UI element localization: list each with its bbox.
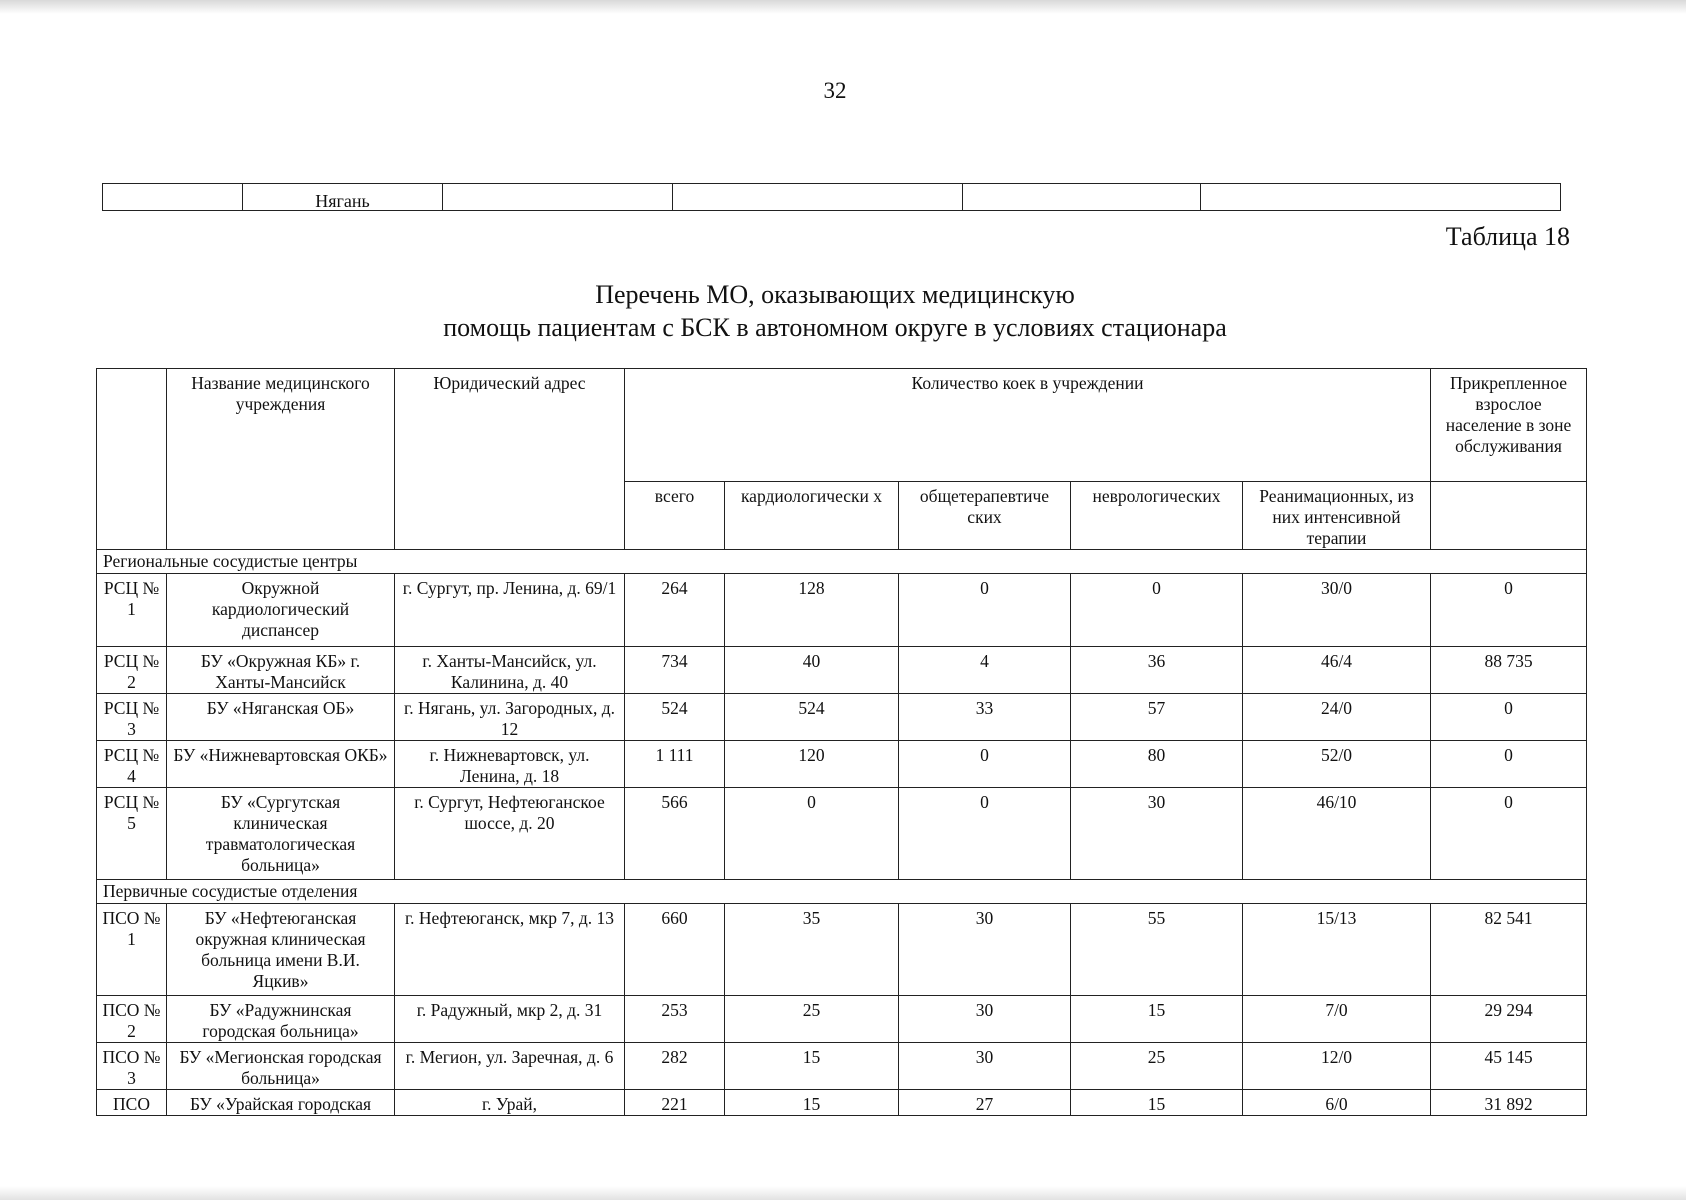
row-name: БУ «Радужнинская городская больница» — [167, 996, 395, 1043]
row-neuro: 57 — [1071, 694, 1243, 741]
header-general: общетерапевтиче ских — [899, 482, 1071, 550]
title-line-1: Перечень МО, оказывающих медицинскую — [595, 280, 1075, 309]
table-row — [97, 694, 1587, 741]
header-attached-sub — [1431, 482, 1587, 550]
row-icu: 6/0 — [1243, 1090, 1431, 1116]
header-neuro: неврологических — [1071, 482, 1243, 550]
row-address: г. Нефтеюганск, мкр 7, д. 13 — [395, 904, 625, 996]
strip-cell — [963, 184, 1201, 211]
row-name: БУ «Мегионская городская больница» — [167, 1043, 395, 1090]
row-icu: 7/0 — [1243, 996, 1431, 1043]
table-label: Таблица 18 — [1445, 222, 1570, 251]
row-total: 660 — [625, 904, 725, 996]
row-neuro: 25 — [1071, 1043, 1243, 1090]
row-neuro: 36 — [1071, 647, 1243, 694]
row-name: БУ «Нижневартовская ОКБ» — [167, 741, 395, 788]
row-total: 566 — [625, 788, 725, 880]
strip-cell — [443, 184, 673, 211]
header-total: всего — [625, 482, 725, 550]
row-icu: 30/0 — [1243, 574, 1431, 647]
section-title: Первичные сосудистые отделения — [97, 880, 1587, 904]
row-address: г. Радужный, мкр 2, д. 31 — [395, 996, 625, 1043]
row-general: 30 — [899, 904, 1071, 996]
row-cardio: 35 — [725, 904, 899, 996]
row-general: 30 — [899, 996, 1071, 1043]
row-cardio: 120 — [725, 741, 899, 788]
row-attached: 88 735 — [1431, 647, 1587, 694]
scan-edge-top — [0, 0, 1686, 14]
row-code: РСЦ № 5 — [97, 788, 167, 880]
row-general: 0 — [899, 741, 1071, 788]
header-beds-group: Количество коек в учреждении — [625, 369, 1431, 482]
section-row — [97, 550, 1587, 574]
row-cardio: 524 — [725, 694, 899, 741]
row-cardio: 15 — [725, 1090, 899, 1116]
page-number: 32 — [823, 78, 847, 103]
table-row — [97, 1043, 1587, 1090]
row-general: 27 — [899, 1090, 1071, 1116]
row-code: ПСО № 2 — [97, 996, 167, 1043]
row-attached: 0 — [1431, 574, 1587, 647]
row-cardio: 15 — [725, 1043, 899, 1090]
row-address: г. Сургут, пр. Ленина, д. 69/1 — [395, 574, 625, 647]
title-line-2: помощь пациентам с БСК в автономном округе в условиях стационара — [443, 313, 1227, 342]
row-neuro: 55 — [1071, 904, 1243, 996]
row-name: БУ «Нефтеюганская окружная клиническая больница имени В.И. Яцкив» — [167, 904, 395, 996]
row-code: ПСО — [97, 1090, 167, 1116]
table-row — [97, 647, 1587, 694]
row-total: 734 — [625, 647, 725, 694]
row-attached: 0 — [1431, 788, 1587, 880]
header-cardio: кардиологически х — [725, 482, 899, 550]
row-general: 30 — [899, 1043, 1071, 1090]
hospitals-table — [96, 368, 1587, 1116]
row-total: 282 — [625, 1043, 725, 1090]
row-address: г. Ханты-Мансийск, ул. Калинина, д. 40 — [395, 647, 625, 694]
table-row — [97, 904, 1587, 996]
row-neuro: 80 — [1071, 741, 1243, 788]
row-icu: 12/0 — [1243, 1043, 1431, 1090]
table-row — [97, 996, 1587, 1043]
row-name: Окружной кардиологический диспансер — [167, 574, 395, 647]
row-general: 4 — [899, 647, 1071, 694]
row-neuro: 15 — [1071, 1090, 1243, 1116]
row-code: ПСО № 1 — [97, 904, 167, 996]
section-row — [97, 880, 1587, 904]
row-attached: 31 892 — [1431, 1090, 1587, 1116]
row-total: 253 — [625, 996, 725, 1043]
table-row — [97, 574, 1587, 647]
strip-cell: Нягань — [243, 184, 443, 211]
row-name: БУ «Окружная КБ» г. Ханты-Мансийск — [167, 647, 395, 694]
row-general: 33 — [899, 694, 1071, 741]
scan-edge-bottom — [0, 1186, 1686, 1200]
row-total: 1 111 — [625, 741, 725, 788]
row-icu: 15/13 — [1243, 904, 1431, 996]
row-code: РСЦ № 4 — [97, 741, 167, 788]
header-address: Юридический адрес — [395, 369, 625, 550]
row-general: 0 — [899, 788, 1071, 880]
row-name: БУ «Урайская городская — [167, 1090, 395, 1116]
header-attached: Прикрепленное взрослое население в зоне обслуживания — [1431, 369, 1587, 482]
row-total: 264 — [625, 574, 725, 647]
header-icu: Реанимационных, из них интенсивной терапии — [1243, 482, 1431, 550]
row-attached: 0 — [1431, 741, 1587, 788]
header-code — [97, 369, 167, 550]
row-name: БУ «Сургутская клиническая травматологическая больница» — [167, 788, 395, 880]
row-code: РСЦ № 1 — [97, 574, 167, 647]
row-cardio: 40 — [725, 647, 899, 694]
row-address: г. Урай, — [395, 1090, 625, 1116]
row-attached: 29 294 — [1431, 996, 1587, 1043]
row-address: г. Нижневартовск, ул. Ленина, д. 18 — [395, 741, 625, 788]
row-attached: 82 541 — [1431, 904, 1587, 996]
row-code: РСЦ № 3 — [97, 694, 167, 741]
header-row-1 — [97, 369, 1587, 482]
header-name: Название медицинского учреждения — [167, 369, 395, 550]
row-code: РСЦ № 2 — [97, 647, 167, 694]
row-general: 0 — [899, 574, 1071, 647]
row-code: ПСО № 3 — [97, 1043, 167, 1090]
row-address: г. Сургут, Нефтеюганское шоссе, д. 20 — [395, 788, 625, 880]
strip-cell — [673, 184, 963, 211]
row-neuro: 0 — [1071, 574, 1243, 647]
table-title — [300, 278, 1370, 344]
strip-cell — [1201, 184, 1561, 211]
row-icu: 24/0 — [1243, 694, 1431, 741]
row-icu: 46/10 — [1243, 788, 1431, 880]
row-cardio: 25 — [725, 996, 899, 1043]
table-row — [97, 1090, 1587, 1116]
section-title: Региональные сосудистые центры — [97, 550, 1587, 574]
row-neuro: 15 — [1071, 996, 1243, 1043]
row-address: г. Нягань, ул. Загородных, д. 12 — [395, 694, 625, 741]
previous-table-fragment — [102, 183, 1561, 211]
row-cardio: 128 — [725, 574, 899, 647]
previous-table-row — [103, 184, 1561, 211]
row-total: 524 — [625, 694, 725, 741]
row-address: г. Мегион, ул. Заречная, д. 6 — [395, 1043, 625, 1090]
strip-cell — [103, 184, 243, 211]
row-icu: 46/4 — [1243, 647, 1431, 694]
row-cardio: 0 — [725, 788, 899, 880]
row-attached: 45 145 — [1431, 1043, 1587, 1090]
row-neuro: 30 — [1071, 788, 1243, 880]
row-attached: 0 — [1431, 694, 1587, 741]
row-icu: 52/0 — [1243, 741, 1431, 788]
table-row — [97, 788, 1587, 880]
row-total: 221 — [625, 1090, 725, 1116]
row-name: БУ «Няганская ОБ» — [167, 694, 395, 741]
table-row — [97, 741, 1587, 788]
